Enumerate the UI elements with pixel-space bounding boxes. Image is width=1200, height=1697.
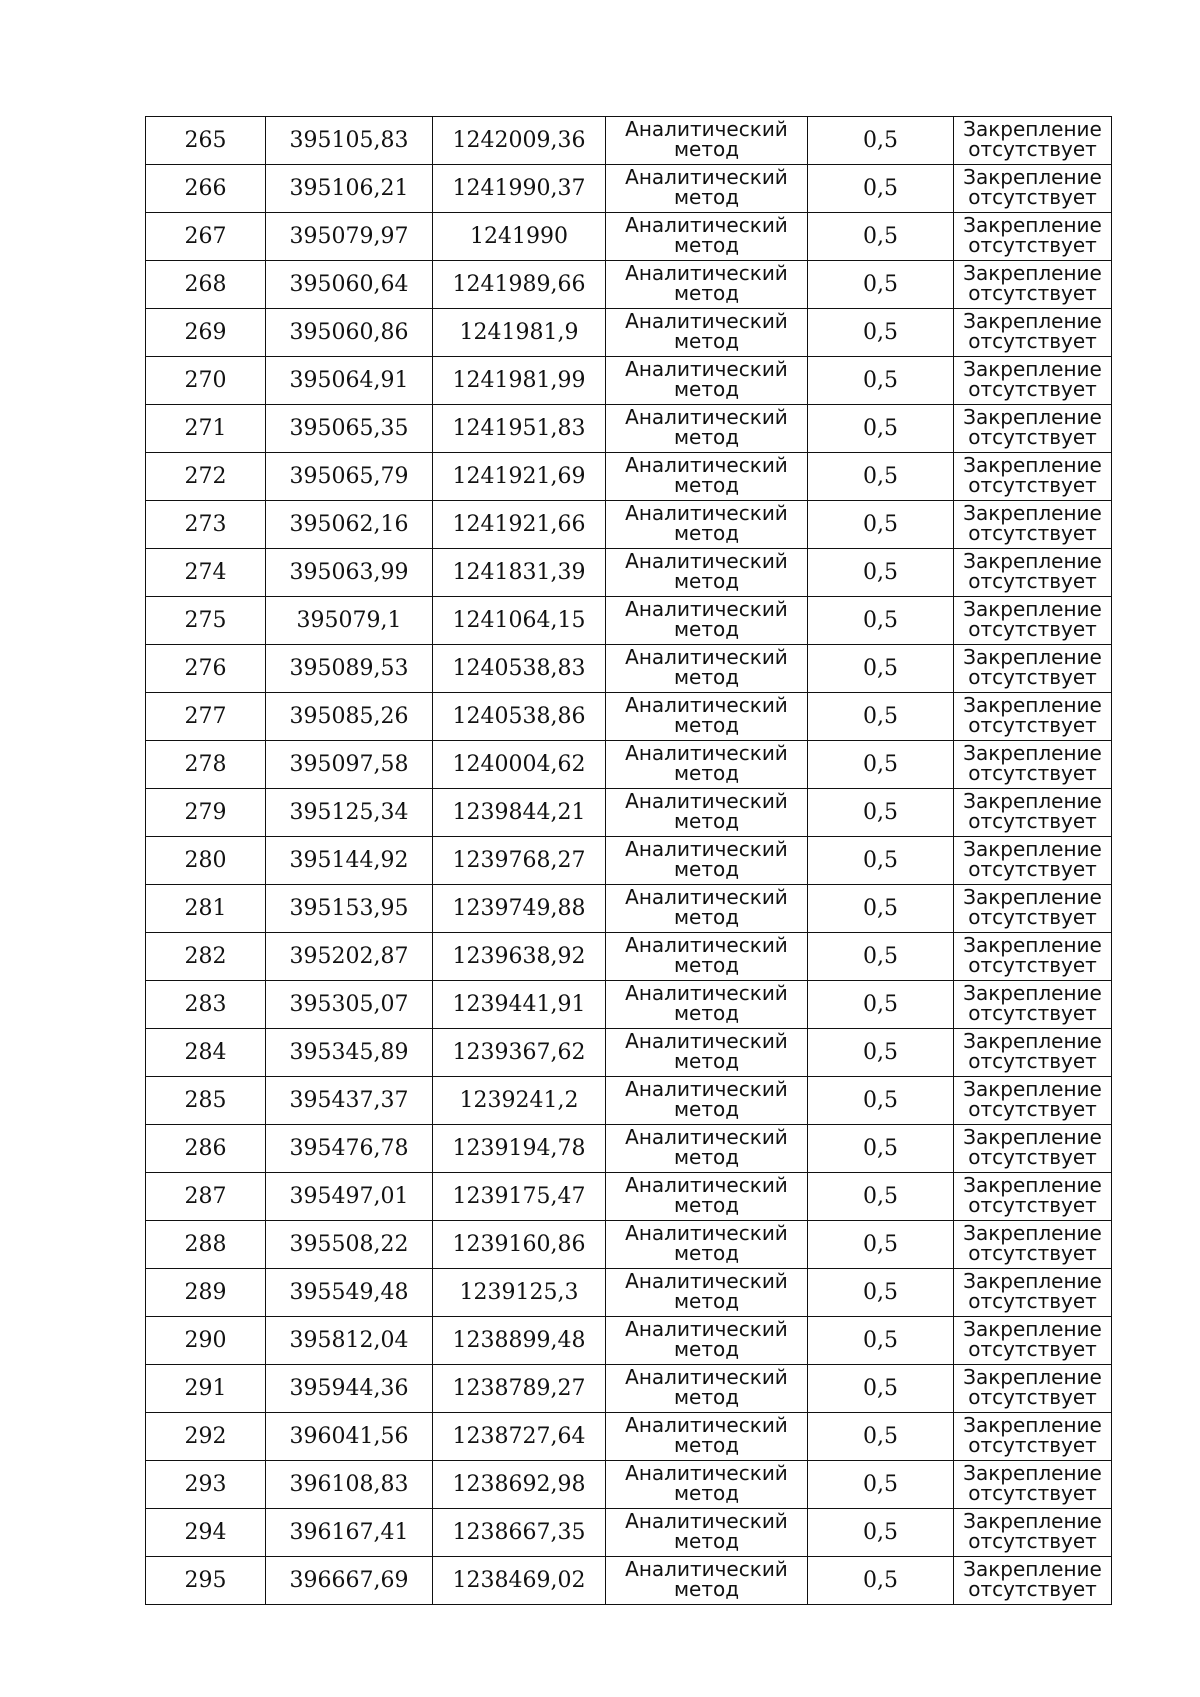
fixation-cell: Закрепление отсутствует [954,1029,1112,1077]
point-number-cell: 277 [146,693,266,741]
fixation-cell: Закрепление отсутствует [954,981,1112,1029]
x-coordinate-cell: 395153,95 [266,885,433,933]
point-number-cell: 286 [146,1125,266,1173]
fixation-cell: Закрепление отсутствует [954,1365,1112,1413]
x-coordinate-cell: 395144,92 [266,837,433,885]
y-coordinate-cell: 1241981,99 [433,357,606,405]
y-coordinate-cell: 1238789,27 [433,1365,606,1413]
point-number-cell: 291 [146,1365,266,1413]
method-cell: Аналитический метод [606,1461,808,1509]
accuracy-cell: 0,5 [808,1509,954,1557]
method-cell: Аналитический метод [606,1269,808,1317]
table-row [146,645,1112,693]
table-row [146,501,1112,549]
x-coordinate-cell: 395060,86 [266,309,433,357]
fixation-cell: Закрепление отсутствует [954,1317,1112,1365]
y-coordinate-cell: 1238469,02 [433,1557,606,1605]
x-coordinate-cell: 396108,83 [266,1461,433,1509]
accuracy-cell: 0,5 [808,405,954,453]
y-coordinate-cell: 1241981,9 [433,309,606,357]
point-number-cell: 272 [146,453,266,501]
fixation-cell: Закрепление отсутствует [954,1173,1112,1221]
point-number-cell: 290 [146,1317,266,1365]
method-cell: Аналитический метод [606,1173,808,1221]
accuracy-cell: 0,5 [808,837,954,885]
method-cell: Аналитический метод [606,1413,808,1461]
method-cell: Аналитический метод [606,885,808,933]
accuracy-cell: 0,5 [808,789,954,837]
table-row [146,885,1112,933]
point-number-cell: 288 [146,1221,266,1269]
method-cell: Аналитический метод [606,741,808,789]
point-number-cell: 266 [146,165,266,213]
point-number-cell: 271 [146,405,266,453]
point-number-cell: 275 [146,597,266,645]
accuracy-cell: 0,5 [808,549,954,597]
table-row [146,1077,1112,1125]
method-cell: Аналитический метод [606,1221,808,1269]
accuracy-cell: 0,5 [808,1269,954,1317]
table-row [146,1557,1112,1605]
method-cell: Аналитический метод [606,453,808,501]
method-cell: Аналитический метод [606,1317,808,1365]
table-row [146,261,1112,309]
x-coordinate-cell: 395097,58 [266,741,433,789]
accuracy-cell: 0,5 [808,981,954,1029]
table-row [146,693,1112,741]
point-number-cell: 267 [146,213,266,261]
point-number-cell: 285 [146,1077,266,1125]
table-row [146,453,1112,501]
table-row [146,549,1112,597]
method-cell: Аналитический метод [606,501,808,549]
accuracy-cell: 0,5 [808,885,954,933]
fixation-cell: Закрепление отсутствует [954,261,1112,309]
method-cell: Аналитический метод [606,405,808,453]
method-cell: Аналитический метод [606,1125,808,1173]
table-row [146,789,1112,837]
point-number-cell: 273 [146,501,266,549]
accuracy-cell: 0,5 [808,693,954,741]
y-coordinate-cell: 1242009,36 [433,117,606,165]
fixation-cell: Закрепление отсутствует [954,597,1112,645]
table-row [146,1221,1112,1269]
fixation-cell: Закрепление отсутствует [954,933,1112,981]
fixation-cell: Закрепление отсутствует [954,1557,1112,1605]
x-coordinate-cell: 395508,22 [266,1221,433,1269]
x-coordinate-cell: 396041,56 [266,1413,433,1461]
x-coordinate-cell: 395812,04 [266,1317,433,1365]
method-cell: Аналитический метод [606,693,808,741]
x-coordinate-cell: 395089,53 [266,645,433,693]
table-row [146,1269,1112,1317]
fixation-cell: Закрепление отсутствует [954,213,1112,261]
x-coordinate-cell: 395476,78 [266,1125,433,1173]
method-cell: Аналитический метод [606,1029,808,1077]
accuracy-cell: 0,5 [808,357,954,405]
table-row [146,405,1112,453]
point-number-cell: 280 [146,837,266,885]
fixation-cell: Закрепление отсутствует [954,1509,1112,1557]
point-number-cell: 289 [146,1269,266,1317]
fixation-cell: Закрепление отсутствует [954,741,1112,789]
y-coordinate-cell: 1241990 [433,213,606,261]
point-number-cell: 270 [146,357,266,405]
fixation-cell: Закрепление отсутствует [954,1125,1112,1173]
table-row [146,1125,1112,1173]
accuracy-cell: 0,5 [808,1365,954,1413]
x-coordinate-cell: 395497,01 [266,1173,433,1221]
y-coordinate-cell: 1238727,64 [433,1413,606,1461]
x-coordinate-cell: 395079,97 [266,213,433,261]
x-coordinate-cell: 395106,21 [266,165,433,213]
accuracy-cell: 0,5 [808,261,954,309]
accuracy-cell: 0,5 [808,741,954,789]
method-cell: Аналитический метод [606,1557,808,1605]
accuracy-cell: 0,5 [808,597,954,645]
fixation-cell: Закрепление отсутствует [954,1269,1112,1317]
method-cell: Аналитический метод [606,837,808,885]
point-number-cell: 284 [146,1029,266,1077]
table-row [146,1365,1112,1413]
y-coordinate-cell: 1239194,78 [433,1125,606,1173]
fixation-cell: Закрепление отсутствует [954,693,1112,741]
method-cell: Аналитический метод [606,357,808,405]
y-coordinate-cell: 1239749,88 [433,885,606,933]
y-coordinate-cell: 1241921,69 [433,453,606,501]
method-cell: Аналитический метод [606,549,808,597]
x-coordinate-cell: 395060,64 [266,261,433,309]
accuracy-cell: 0,5 [808,309,954,357]
point-number-cell: 282 [146,933,266,981]
method-cell: Аналитический метод [606,933,808,981]
point-number-cell: 274 [146,549,266,597]
accuracy-cell: 0,5 [808,1077,954,1125]
point-number-cell: 268 [146,261,266,309]
accuracy-cell: 0,5 [808,1317,954,1365]
y-coordinate-cell: 1239441,91 [433,981,606,1029]
table-row [146,1173,1112,1221]
y-coordinate-cell: 1238667,35 [433,1509,606,1557]
table-row [146,933,1112,981]
table-row [146,981,1112,1029]
method-cell: Аналитический метод [606,1365,808,1413]
fixation-cell: Закрепление отсутствует [954,1413,1112,1461]
table-row [146,165,1112,213]
x-coordinate-cell: 395065,35 [266,405,433,453]
accuracy-cell: 0,5 [808,1125,954,1173]
fixation-cell: Закрепление отсутствует [954,1461,1112,1509]
table-row [146,213,1112,261]
y-coordinate-cell: 1238899,48 [433,1317,606,1365]
accuracy-cell: 0,5 [808,1173,954,1221]
point-number-cell: 269 [146,309,266,357]
point-number-cell: 294 [146,1509,266,1557]
y-coordinate-cell: 1240538,86 [433,693,606,741]
table-row [146,1461,1112,1509]
fixation-cell: Закрепление отсутствует [954,549,1112,597]
table-row [146,117,1112,165]
fixation-cell: Закрепление отсутствует [954,837,1112,885]
fixation-cell: Закрепление отсутствует [954,501,1112,549]
fixation-cell: Закрепление отсутствует [954,789,1112,837]
x-coordinate-cell: 395305,07 [266,981,433,1029]
fixation-cell: Закрепление отсутствует [954,645,1112,693]
method-cell: Аналитический метод [606,165,808,213]
coordinates-table-body [146,117,1112,1605]
x-coordinate-cell: 395079,1 [266,597,433,645]
x-coordinate-cell: 395065,79 [266,453,433,501]
method-cell: Аналитический метод [606,597,808,645]
x-coordinate-cell: 395085,26 [266,693,433,741]
fixation-cell: Закрепление отсутствует [954,117,1112,165]
table-row [146,357,1112,405]
accuracy-cell: 0,5 [808,933,954,981]
y-coordinate-cell: 1240004,62 [433,741,606,789]
table-row [146,1317,1112,1365]
x-coordinate-cell: 395125,34 [266,789,433,837]
x-coordinate-cell: 395063,99 [266,549,433,597]
accuracy-cell: 0,5 [808,213,954,261]
point-number-cell: 287 [146,1173,266,1221]
y-coordinate-cell: 1239160,86 [433,1221,606,1269]
x-coordinate-cell: 395202,87 [266,933,433,981]
y-coordinate-cell: 1239367,62 [433,1029,606,1077]
fixation-cell: Закрепление отсутствует [954,165,1112,213]
y-coordinate-cell: 1241989,66 [433,261,606,309]
method-cell: Аналитический метод [606,213,808,261]
method-cell: Аналитический метод [606,1509,808,1557]
point-number-cell: 278 [146,741,266,789]
fixation-cell: Закрепление отсутствует [954,405,1112,453]
y-coordinate-cell: 1239638,92 [433,933,606,981]
accuracy-cell: 0,5 [808,453,954,501]
y-coordinate-cell: 1239175,47 [433,1173,606,1221]
y-coordinate-cell: 1241831,39 [433,549,606,597]
fixation-cell: Закрепление отсутствует [954,309,1112,357]
x-coordinate-cell: 396667,69 [266,1557,433,1605]
method-cell: Аналитический метод [606,117,808,165]
table-row [146,741,1112,789]
point-number-cell: 265 [146,117,266,165]
y-coordinate-cell: 1239844,21 [433,789,606,837]
x-coordinate-cell: 396167,41 [266,1509,433,1557]
accuracy-cell: 0,5 [808,1029,954,1077]
coordinates-table [145,116,1112,1605]
y-coordinate-cell: 1241921,66 [433,501,606,549]
x-coordinate-cell: 395944,36 [266,1365,433,1413]
table-row [146,597,1112,645]
table-row [146,309,1112,357]
table-row [146,1509,1112,1557]
point-number-cell: 276 [146,645,266,693]
fixation-cell: Закрепление отсутствует [954,1077,1112,1125]
x-coordinate-cell: 395549,48 [266,1269,433,1317]
point-number-cell: 279 [146,789,266,837]
accuracy-cell: 0,5 [808,1413,954,1461]
x-coordinate-cell: 395064,91 [266,357,433,405]
y-coordinate-cell: 1241064,15 [433,597,606,645]
y-coordinate-cell: 1241951,83 [433,405,606,453]
y-coordinate-cell: 1238692,98 [433,1461,606,1509]
x-coordinate-cell: 395105,83 [266,117,433,165]
accuracy-cell: 0,5 [808,645,954,693]
method-cell: Аналитический метод [606,789,808,837]
x-coordinate-cell: 395062,16 [266,501,433,549]
y-coordinate-cell: 1239768,27 [433,837,606,885]
point-number-cell: 281 [146,885,266,933]
x-coordinate-cell: 395345,89 [266,1029,433,1077]
y-coordinate-cell: 1240538,83 [433,645,606,693]
accuracy-cell: 0,5 [808,1461,954,1509]
fixation-cell: Закрепление отсутствует [954,357,1112,405]
method-cell: Аналитический метод [606,309,808,357]
table-row [146,1413,1112,1461]
method-cell: Аналитический метод [606,1077,808,1125]
method-cell: Аналитический метод [606,981,808,1029]
point-number-cell: 293 [146,1461,266,1509]
method-cell: Аналитический метод [606,261,808,309]
table-row [146,1029,1112,1077]
accuracy-cell: 0,5 [808,117,954,165]
y-coordinate-cell: 1239125,3 [433,1269,606,1317]
point-number-cell: 283 [146,981,266,1029]
fixation-cell: Закрепление отсутствует [954,1221,1112,1269]
point-number-cell: 295 [146,1557,266,1605]
accuracy-cell: 0,5 [808,501,954,549]
accuracy-cell: 0,5 [808,165,954,213]
table-row [146,837,1112,885]
accuracy-cell: 0,5 [808,1557,954,1605]
y-coordinate-cell: 1239241,2 [433,1077,606,1125]
x-coordinate-cell: 395437,37 [266,1077,433,1125]
method-cell: Аналитический метод [606,645,808,693]
point-number-cell: 292 [146,1413,266,1461]
fixation-cell: Закрепление отсутствует [954,453,1112,501]
y-coordinate-cell: 1241990,37 [433,165,606,213]
fixation-cell: Закрепление отсутствует [954,885,1112,933]
accuracy-cell: 0,5 [808,1221,954,1269]
